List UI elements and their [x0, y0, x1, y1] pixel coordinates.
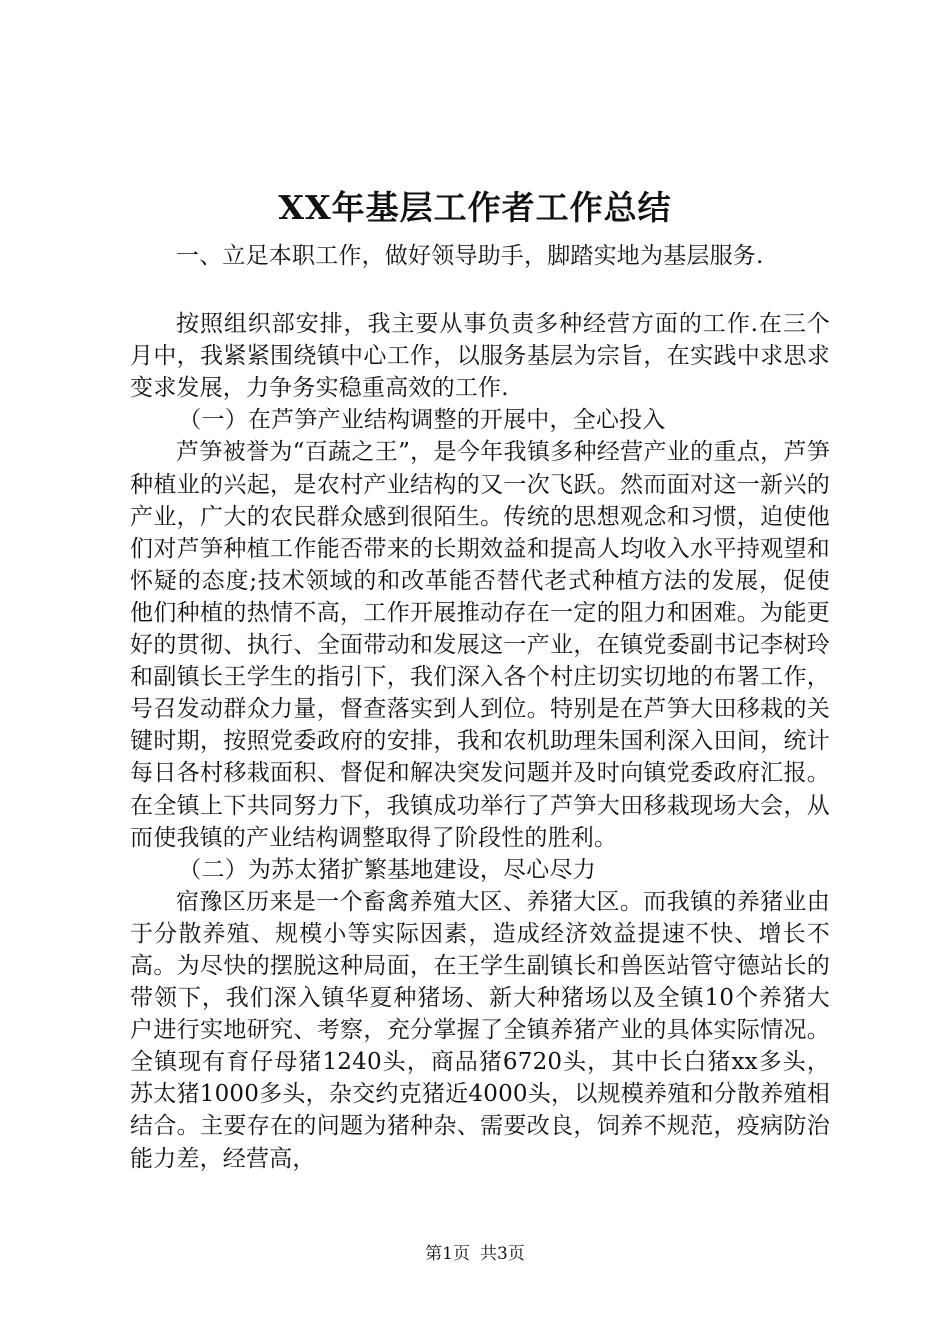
paragraph-asparagus: 芦笋被誉为“百蔬之王”，是今年我镇多种经营产业的重点，芦笋种植业的兴起，是农村产业结构的又一次飞跃。然而面对这一新兴的产业，广大的农民群众感到很陌生。传统的思想观念和习惯，迫使他们对芦笋种植工作能否带来的长期效益和提高人均收入水平持观望和怀疑的态度;技术领域的和改革能否替代老式种植方法的发展，促使他们种植的热情不高，工作开展推动存在一定的阻力和困难。为能更好的贯彻、执行、全面带动和发展这一产业，在镇党委副书记李树玲和副镇长王学生的指引下，我们深入各个村庄切实切地的布署工作，号召发动群众力量，督查落实到人到位。特别是在芦笋大田移栽的关键时期，按照党委政府的安排，我和农机助理朱国利深入田间，统计每日各村移栽面积、督促和解决突发问题并及时向镇党委政府汇报。在全镇上下共同努力下，我镇成功举行了芦笋大田移栽现场大会，从而使我镇的产业结构调整取得了阶段性的胜利。: [130, 439, 830, 851]
paragraph-intro: 按照组织部安排，我主要从事负责多种经营方面的工作.在三个月中，我紧紧围绕镇中心工作，以服务基层为宗旨，在实践中求思求变求发展，力争务实稳重高效的工作.: [130, 311, 830, 402]
page-footer: [0, 1242, 950, 1266]
paragraph-pig-breeding: 宿豫区历来是一个畜禽养殖大区、养猪大区。而我镇的养猪业由于分散养殖、规模小等实际因素，造成经济效益提速不快、增长不高。为尽快的摆脱这种局面，在王学生副镇长和兽医站管守德站长的带领下，我们深入镇华夏种猪场、新大种猪场以及全镇10个养猪大户进行实地研究、考察，充分掌握了全镇养猪产业的具体实际情况。全镇现有育仔母猪1240头，商品猪6720头，其中长白猪xx多头，苏太猪1000多头，杂交约克猪近4000头，以规模养殖和分散养殖相结合。主要存在的问题为猪种杂、需要改良，饲养不规范，疫病防治能力差，经营高，: [130, 888, 830, 1172]
subheading-asparagus: （一）在芦笋产业结构调整的开展中，全心投入: [178, 407, 666, 434]
page-number: 第1页: [425, 1244, 470, 1264]
blank-line: [130, 272, 830, 308]
document-title: XX年基层工作者工作总结: [278, 188, 672, 227]
section-heading: 一、立足本职工作，做好领导助手，脚踏实地为基层服务.: [176, 243, 764, 269]
document-body: [130, 240, 830, 1175]
subheading-pig-breeding: （二）为苏太猪扩繁基地建设，尽心尽力: [178, 856, 596, 883]
page-total: 共3页: [480, 1244, 525, 1264]
